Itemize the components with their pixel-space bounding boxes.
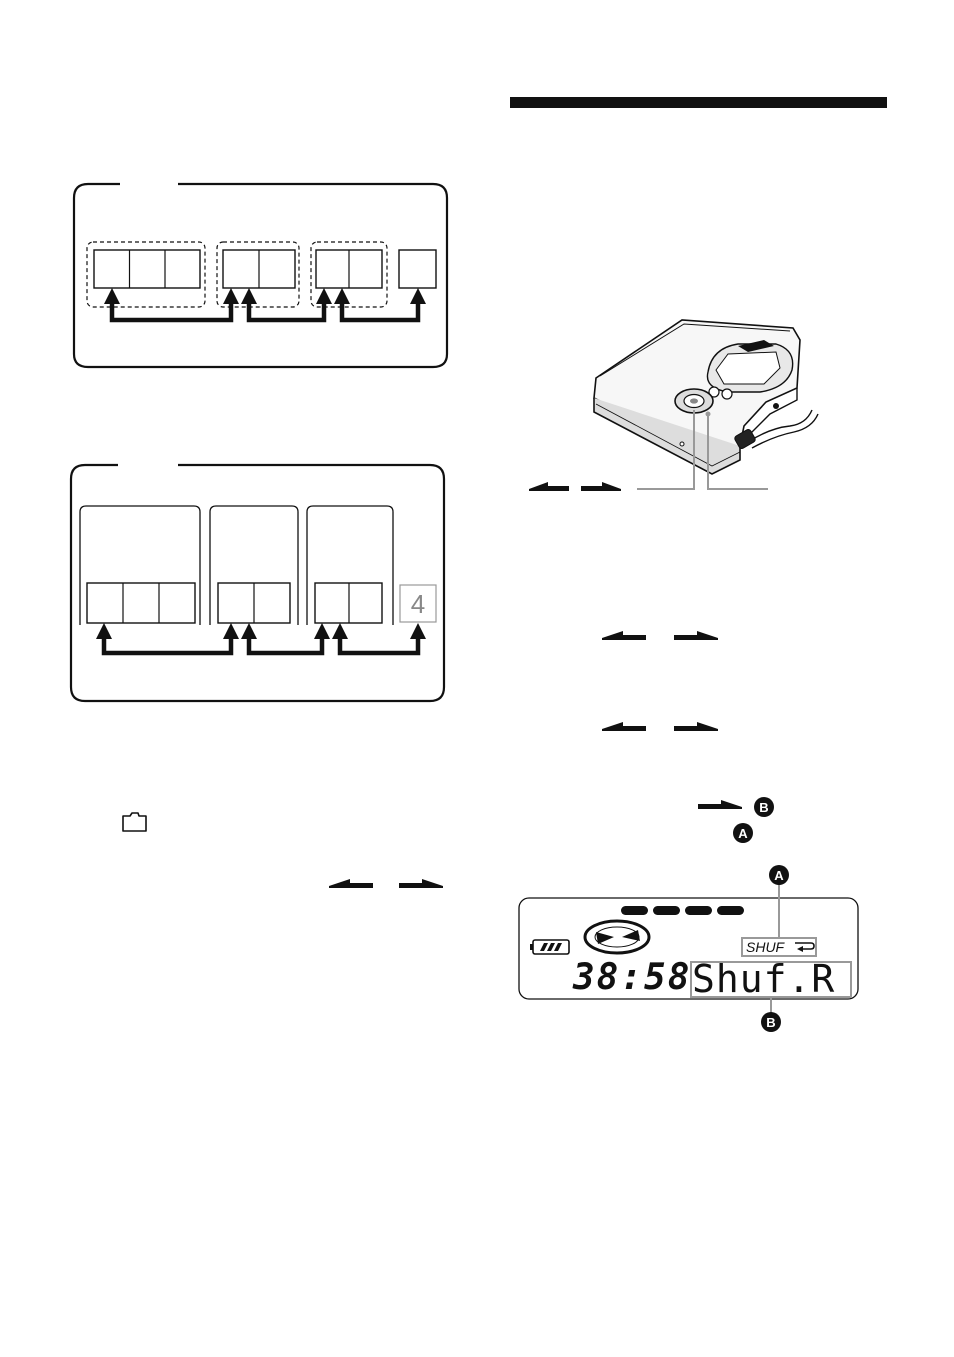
callout-a: A	[733, 823, 753, 843]
shuffle-indicator: SHUF	[746, 939, 785, 955]
time-readout: 38:58	[573, 957, 692, 998]
callout-b: B	[754, 797, 774, 817]
callout-b: B	[761, 1012, 781, 1032]
mode-text: Shuf.R	[692, 957, 836, 1001]
track-number: 4	[410, 589, 426, 619]
callout-a: A	[769, 865, 789, 885]
